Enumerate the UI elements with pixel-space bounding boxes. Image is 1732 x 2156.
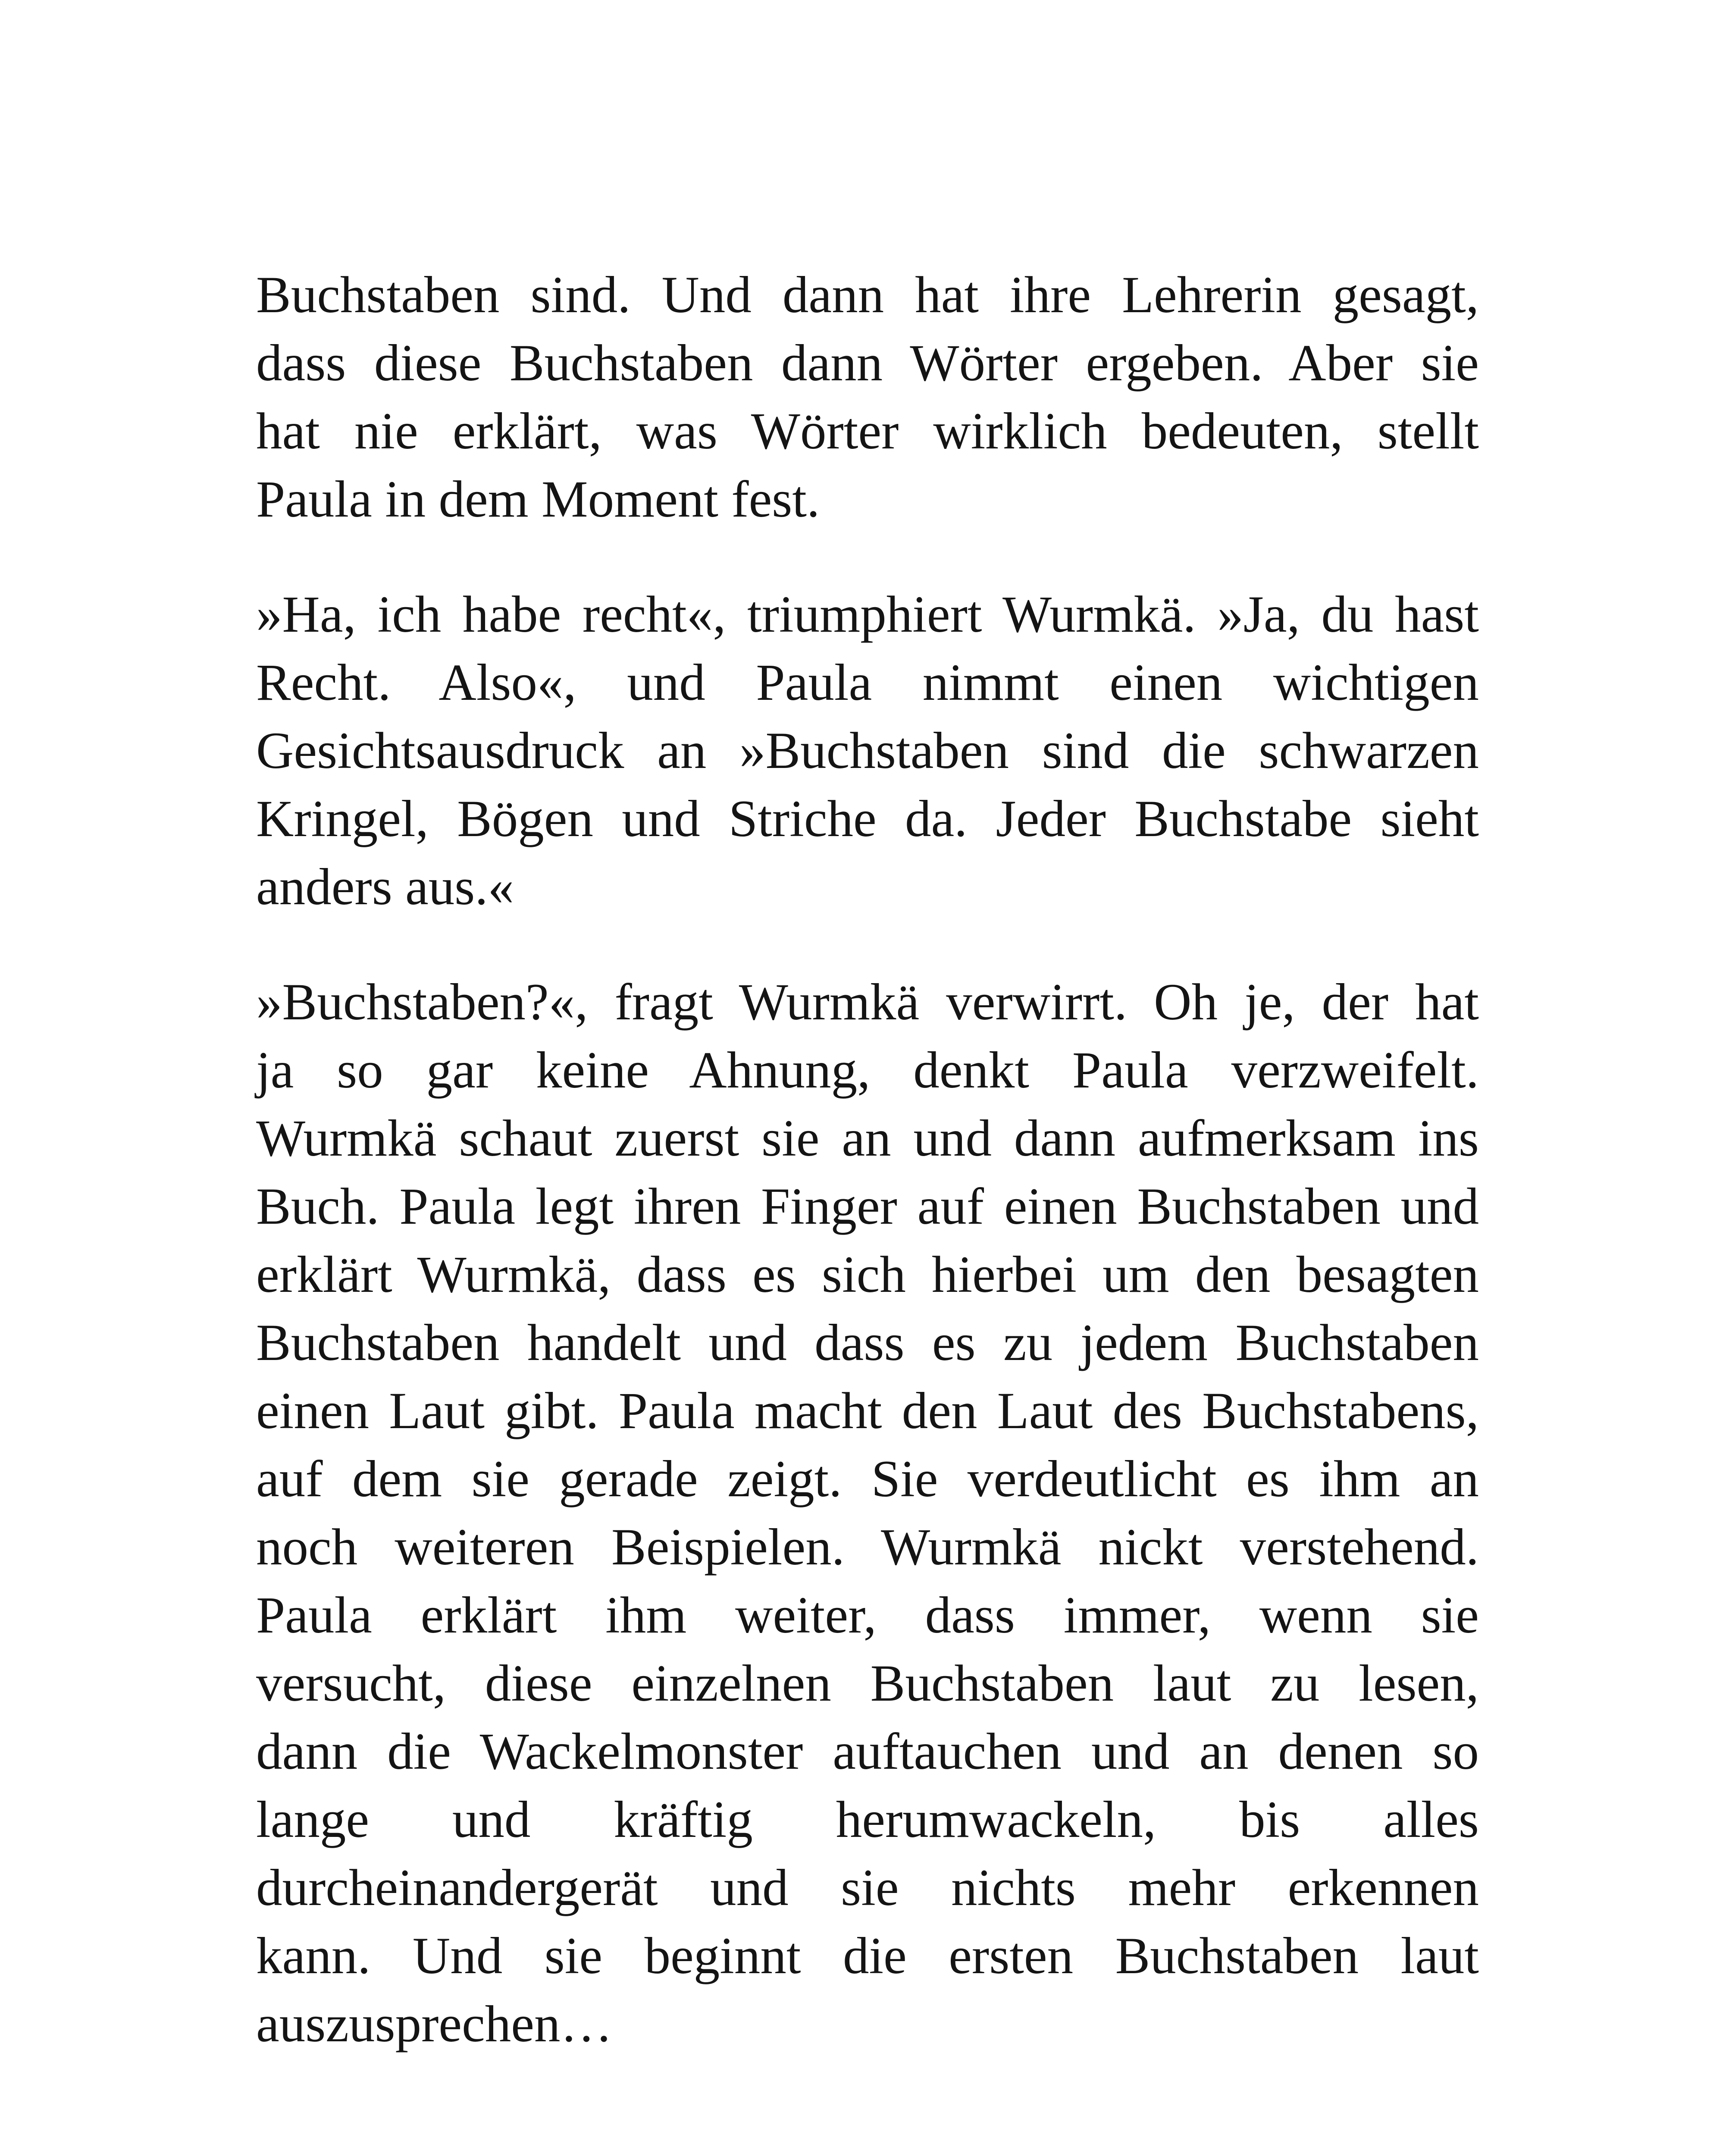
- text-line: einen Laut gibt. Paula macht den Laut des Buchstabens,: [256, 1382, 1479, 1440]
- text-line: dass diese Buchstaben dann Wörter ergeben. Aber sie: [256, 334, 1479, 392]
- paragraph-2: [256, 580, 1479, 921]
- paragraph-1: [256, 261, 1479, 533]
- text-line: hat nie erklärt, was Wörter wirklich bedeuten, stellt: [256, 402, 1479, 460]
- text-line: Buch. Paula legt ihren Finger auf einen Buchstaben und: [256, 1178, 1479, 1235]
- text-line: lange und kräftig herumwackeln, bis alles: [256, 1791, 1479, 1849]
- text-line: Gesichtsausdruck an »Buchstaben sind die schwarzen: [256, 722, 1479, 780]
- text-line: Recht. Also«, und Paula nimmt einen wichtigen: [256, 654, 1479, 711]
- text-line: anders aus.«: [256, 858, 514, 916]
- text-line: Buchstaben sind. Und dann hat ihre Lehrerin gesagt,: [256, 266, 1479, 324]
- text-line: kann. Und sie beginnt die ersten Buchstaben laut: [256, 1927, 1479, 1985]
- text-line: Paula in dem Moment fest.: [256, 470, 820, 528]
- text-line: »Ha, ich habe recht«, triumphiert Wurmkä. »Ja, du hast: [256, 586, 1479, 643]
- text-line: erklärt Wurmkä, dass es sich hierbei um den besagten: [256, 1246, 1479, 1304]
- text-line: durcheinandergerät und sie nichts mehr erkennen: [256, 1859, 1479, 1917]
- text-line: versucht, diese einzelnen Buchstaben laut zu lesen,: [256, 1655, 1479, 1712]
- text-line: auf dem sie gerade zeigt. Sie verdeutlicht es ihm an: [256, 1450, 1479, 1508]
- text-line: ja so gar keine Ahnung, denkt Paula verzweifelt.: [256, 1041, 1479, 1099]
- text-line: Paula erklärt ihm weiter, dass immer, wenn sie: [256, 1586, 1479, 1644]
- paragraph-3: [256, 968, 1479, 2058]
- text-line: dann die Wackelmonster auftauchen und an denen so: [256, 1723, 1479, 1780]
- body-text: [256, 261, 1479, 2058]
- text-line: Buchstaben handelt und dass es zu jedem Buchstaben: [256, 1314, 1479, 1372]
- text-line: Wurmkä schaut zuerst sie an und dann aufmerksam ins: [256, 1109, 1479, 1167]
- text-line: »Buchstaben?«, fragt Wurmkä verwirrt. Oh je, der hat: [256, 973, 1479, 1031]
- text-line: noch weiteren Beispielen. Wurmkä nickt verstehend.: [256, 1518, 1479, 1576]
- text-line: Kringel, Bögen und Striche da. Jeder Buchstabe sieht: [256, 790, 1479, 848]
- text-line: auszusprechen…: [256, 1995, 613, 2053]
